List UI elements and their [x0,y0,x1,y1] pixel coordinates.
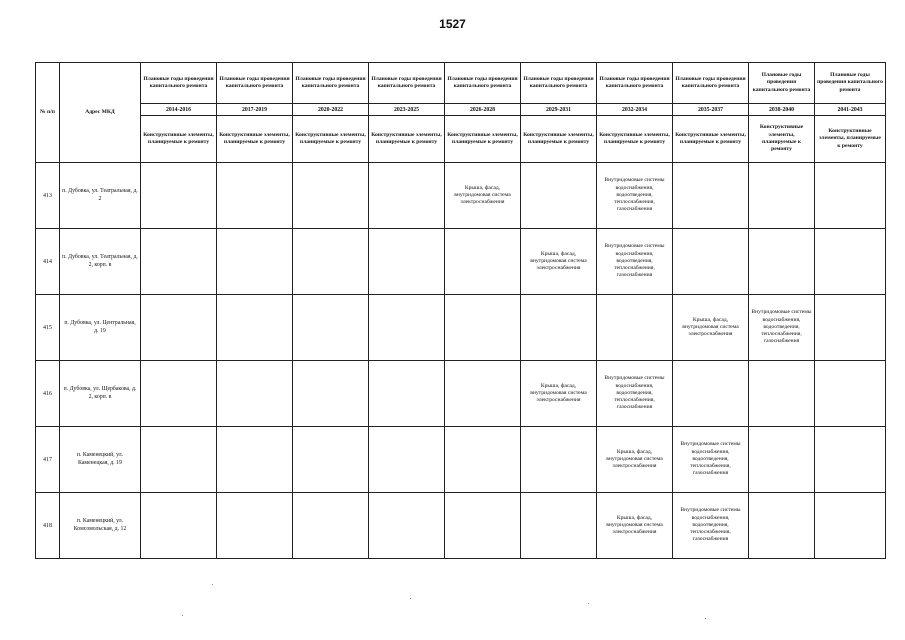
repair-cell: Крыша, фасад, внутридомовая система электроснабжения [597,493,673,559]
repair-cell [673,163,749,229]
num-header: № п/п [36,63,60,163]
period-label-1: Плановые годы проведения капитального ремонта [217,63,293,104]
address-header: Адрес МКД [60,63,141,163]
repair-cell [673,361,749,427]
period-years-0: 2014-2016 [141,104,217,116]
period-years-4: 2026-2028 [445,104,521,116]
repair-cell [369,361,445,427]
period-years-3: 2023-2025 [369,104,445,116]
table-row [36,493,886,559]
period-years-2: 2020-2022 [293,104,369,116]
repair-cell [141,361,217,427]
repair-cell [521,493,597,559]
repair-cell [293,427,369,493]
repair-cell [293,163,369,229]
row-address: п. Дубовка, ул. Щербакова, д. 2, корп. в [60,361,141,427]
repair-cell [815,427,886,493]
period-label-9: Плановые годы проведения капитального ремонта [815,63,886,104]
repair-cell [445,229,521,295]
period-label-7: Плановые годы проведения капитального ремонта [673,63,749,104]
repair-cell [293,493,369,559]
repair-cell: Внутридомовые системы водоснабжения, водоотведения, теплоснабжения, газоснабжения [749,295,815,361]
scan-speck [588,603,589,604]
repair-cell [815,361,886,427]
row-address: п. Дубовка, ул. Театральная, д. 2 [60,163,141,229]
table-row [36,361,886,427]
repair-cell [815,295,886,361]
repair-cell [597,295,673,361]
period-years-7: 2035-2037 [673,104,749,116]
repair-cell [217,229,293,295]
repair-cell [141,295,217,361]
repair-cell [749,427,815,493]
period-elements-1: Конструктивные элементы, планируемые к ремонту [217,116,293,163]
period-elements-0: Конструктивные элементы, планируемые к ремонту [141,116,217,163]
period-label-8: Плановые годы проведения капитального ремонта [749,63,815,104]
period-label-3: Плановые годы проведения капитального ремонта [369,63,445,104]
period-elements-3: Конструктивные элементы, планируемые к ремонту [369,116,445,163]
repair-cell [369,427,445,493]
scan-speck [182,615,183,616]
row-number: 418 [36,493,60,559]
period-elements-2: Конструктивные элементы, планируемые к ремонту [293,116,369,163]
period-years-6: 2032-2034 [597,104,673,116]
period-years-8: 2038-2040 [749,104,815,116]
repair-cell [217,295,293,361]
table-row [36,295,886,361]
repair-cell [217,427,293,493]
repair-cell [749,229,815,295]
repair-cell [521,427,597,493]
period-label-0: Плановые годы проведения капитального ремонта [141,63,217,104]
row-address: п. Каменецкий, ул. Каменецкая, д. 19 [60,427,141,493]
row-number: 413 [36,163,60,229]
period-elements-8: Конструктивные элементы, планируемые к ремонту [749,116,815,163]
repair-cell [815,493,886,559]
repair-cell [217,163,293,229]
repair-cell [521,163,597,229]
repair-cell [141,229,217,295]
repair-cell: Крыша, фасад, внутридомовая система электроснабжения [673,295,749,361]
repair-cell [369,163,445,229]
repair-cell [217,493,293,559]
period-elements-4: Конструктивные элементы, планируемые к ремонту [445,116,521,163]
period-years-5: 2029-2031 [521,104,597,116]
repair-cell [815,229,886,295]
repair-cell: Внутридомовые системы водоснабжения, водоотведения, теплоснабжения, газоснабжения [673,427,749,493]
repair-cell [445,493,521,559]
row-address: п. Дубовка, ул. Центральная, д. 19 [60,295,141,361]
scan-speck [705,618,706,619]
row-address: п. Каменецкий, ул. Комсомольская, д. 12 [60,493,141,559]
capital-repair-table [35,62,886,559]
repair-cell [293,229,369,295]
scan-speck [410,598,411,599]
row-address: п. Дубовка, ул. Театральная, д. 2, корп. в [60,229,141,295]
repair-cell [369,295,445,361]
repair-cell [521,295,597,361]
scan-speck [212,584,213,585]
repair-cell [815,163,886,229]
repair-cell: Крыша, фасад, внутридомовая система электроснабжения [521,229,597,295]
table-row [36,163,886,229]
row-number: 416 [36,361,60,427]
repair-cell [749,361,815,427]
repair-cell [445,361,521,427]
table-row [36,427,886,493]
period-elements-7: Конструктивные элементы, планируемые к ремонту [673,116,749,163]
repair-cell [369,493,445,559]
repair-cell [293,361,369,427]
period-elements-9: Конструктивные элементы, планируемые к ремонту [815,116,886,163]
repair-cell: Внутридомовые системы водоснабжения, водоотведения, теплоснабжения, газоснабжения [597,361,673,427]
period-label-2: Плановые годы проведения капитального ремонта [293,63,369,104]
period-label-5: Плановые годы проведения капитального ремонта [521,63,597,104]
row-number: 417 [36,427,60,493]
period-elements-5: Конструктивные элементы, планируемые к ремонту [521,116,597,163]
page-number: 1527 [439,17,466,31]
table-row [36,229,886,295]
repair-cell [445,427,521,493]
repair-cell [369,229,445,295]
repair-cell: Внутридомовые системы водоснабжения, водоотведения, теплоснабжения, газоснабжения [597,163,673,229]
row-number: 415 [36,295,60,361]
period-years-1: 2017-2019 [217,104,293,116]
repair-cell [141,493,217,559]
repair-cell [217,361,293,427]
repair-cell [293,295,369,361]
repair-cell [141,427,217,493]
repair-cell [673,229,749,295]
repair-cell: Крыша, фасад, внутридомовая система электроснабжения [521,361,597,427]
repair-cell [749,163,815,229]
period-years-9: 2041-2043 [815,104,886,116]
repair-cell [141,163,217,229]
repair-cell: Крыша, фасад, внутридомовая система электроснабжения [445,163,521,229]
period-elements-6: Конструктивные элементы, планируемые к ремонту [597,116,673,163]
repair-cell: Внутридомовые системы водоснабжения, водоотведения, теплоснабжения, газоснабжения [673,493,749,559]
repair-cell: Внутридомовые системы водоснабжения, водоотведения, теплоснабжения, газоснабжения [597,229,673,295]
repair-cell: Крыша, фасад, внутридомовая система электроснабжения [597,427,673,493]
period-label-6: Плановые годы проведения капитального ремонта [597,63,673,104]
repair-cell [749,493,815,559]
row-number: 414 [36,229,60,295]
period-label-4: Плановые годы проведения капитального ремонта [445,63,521,104]
repair-cell [445,295,521,361]
